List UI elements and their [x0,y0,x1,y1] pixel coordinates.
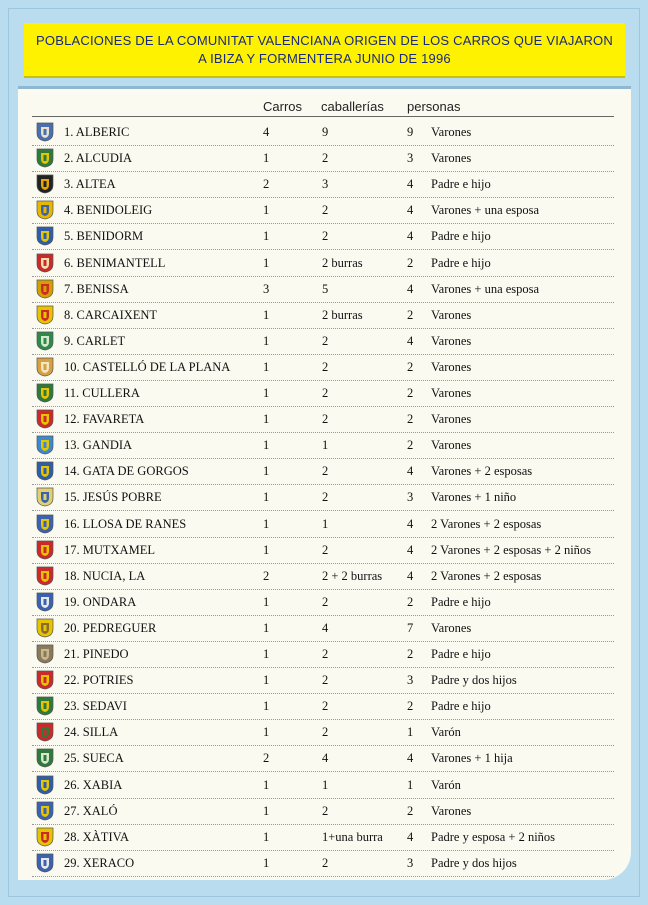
table-row [32,667,614,694]
town-name: 26. XABIA [64,777,123,792]
personas-description: Varones [431,151,472,166]
personas-count: 2 [407,803,414,818]
town-name: 7. BENISSA [64,281,129,296]
carros-count: 1 [263,151,270,166]
carros-count: 1 [263,386,270,400]
personas-count: 3 [407,855,414,870]
carros-count: 1 [263,203,270,218]
town-name: 20. PEDREGUER [64,620,157,635]
table-row [32,171,614,198]
table-row [32,276,614,303]
town-crest-icon [36,592,54,612]
carros-count: 1 [263,699,270,714]
personas-description: Varones + una esposa [431,203,540,218]
town-name: 29. XERACO [64,855,135,870]
town-crest-icon [36,253,54,273]
table-row [32,798,614,825]
town-name: 14. GATA DE GORGOS [64,464,189,479]
table-row [32,250,614,277]
personas-description: 2 Varones + 2 esposas [431,516,542,531]
personas-count: 2 [407,255,414,270]
personas-count: 3 [407,490,414,505]
town-name: 25. SUECA [64,751,124,766]
personas-description: Varones [431,386,472,400]
town-crest-icon [36,122,54,142]
panel-top-border [18,86,631,89]
personas-description: Varones + una esposa [431,281,540,296]
town-name: 6. BENIMANTELL [64,255,166,270]
carros-count: 1 [263,620,270,635]
personas-count: 9 [407,125,414,139]
carros-count: 2 [263,568,270,583]
personas-count: 2 [407,438,414,453]
town-crest-icon [36,331,54,351]
carros-count: 3 [263,281,270,296]
personas-description: 2 Varones + 2 esposas [431,568,542,583]
table-row [32,772,614,799]
town-crest-icon [36,514,54,534]
personas-description: Varones + 2 esposas [431,464,533,479]
personas-count: 2 [407,412,414,427]
personas-description: Padre y dos hijos [431,855,517,870]
town-name: 27. XALÓ [64,803,118,818]
caballerias-count: 2 [322,542,329,557]
personas-count: 4 [407,333,414,348]
personas-description: Varones [431,412,472,427]
town-name: 8. CARCAIXENT [64,307,158,322]
personas-count: 4 [407,464,414,479]
caballerias-count: 1 [322,438,329,453]
carros-count: 1 [263,855,270,870]
town-name: 3. ALTEA [64,177,116,192]
personas-count: 4 [407,568,414,583]
table-row [32,484,614,511]
table-row [32,458,614,485]
table-row [32,380,614,407]
caballerias-count: 5 [322,281,329,296]
caballerias-count: 1+una burra [322,829,383,844]
carros-count: 1 [263,229,270,244]
carros-count: 1 [263,542,270,557]
table-row [32,432,614,459]
table-row [32,850,614,877]
town-name: 12. FAVARETA [64,412,145,427]
town-crest-icon [36,383,54,403]
personas-count: 1 [407,725,414,740]
town-name: 10. CASTELLÓ DE LA PLANA [64,359,231,374]
caballerias-count: 2 [322,725,329,740]
table-row [32,824,614,851]
caballerias-count: 2 burras [322,307,363,322]
personas-description: Padre e hijo [431,699,491,714]
carros-count: 1 [263,464,270,479]
town-crest-icon [36,200,54,220]
caballerias-count: 2 [322,803,329,818]
header-personas: personas [407,99,461,114]
personas-count: 2 [407,307,414,322]
caballerias-count: 2 [322,386,329,400]
personas-count: 2 [407,359,414,374]
personas-description: Padre e hijo [431,255,491,270]
carros-count: 1 [263,490,270,505]
personas-count: 4 [407,229,414,244]
carros-count: 2 [263,751,270,766]
table-row [32,563,614,590]
town-name: 13. GANDIA [64,438,133,453]
caballerias-count: 2 [322,203,329,218]
town-crest-icon [36,748,54,768]
caballerias-count: 2 [322,699,329,714]
table-row [32,589,614,616]
caballerias-count: 2 [322,359,329,374]
town-name: 23. SEDAVI [64,699,127,714]
personas-description: Padre e hijo [431,594,491,609]
personas-description: Varones [431,307,472,322]
personas-count: 4 [407,542,414,557]
town-name: 22. POTRIES [64,673,134,688]
town-name: 19. ONDARA [64,594,137,609]
table-row [32,615,614,642]
town-crest-icon [36,461,54,481]
caballerias-count: 2 + 2 burras [322,568,383,583]
town-name: 4. BENIDOLEIG [64,203,153,218]
personas-count: 2 [407,594,414,609]
town-crest-icon [36,226,54,246]
table-row [32,145,614,172]
header-carros: Carros [263,99,303,114]
town-name: 11. CULLERA [64,386,140,400]
town-crest-icon [36,801,54,821]
caballerias-count: 1 [322,516,329,531]
carros-count: 1 [263,333,270,348]
carros-count: 4 [263,125,270,139]
personas-description: Varones [431,620,472,635]
table-row [32,693,614,720]
caballerias-count: 9 [322,125,329,139]
carros-count: 1 [263,594,270,609]
personas-count: 4 [407,829,414,844]
personas-description: Padre y esposa + 2 niños [431,829,556,844]
header-caballerias: caballerías [321,99,384,114]
caballerias-count: 2 [322,490,329,505]
table-row [32,511,614,538]
table-row [32,537,614,564]
personas-count: 1 [407,777,414,792]
table-row [32,745,614,772]
caballerias-count: 2 [322,594,329,609]
caballerias-count: 2 [322,647,329,661]
personas-description: 2 Varones + 2 esposas + 2 niños [431,542,592,557]
personas-count: 7 [407,620,414,635]
table-row [32,119,614,146]
table-row [32,641,614,668]
personas-description: Padre e hijo [431,229,491,244]
caballerias-count: 2 [322,412,329,427]
header-divider [32,116,614,117]
town-crest-icon [36,853,54,873]
personas-count: 4 [407,177,414,192]
town-crest-icon [36,827,54,847]
personas-description: Varón [431,725,461,740]
carros-count: 1 [263,359,270,374]
caballerias-count: 2 [322,333,329,348]
town-crest-icon [36,696,54,716]
table-row [32,719,614,746]
table-header [0,96,648,116]
table-row [32,302,614,329]
personas-count: 4 [407,516,414,531]
personas-description: Varones [431,438,472,453]
personas-description: Varones [431,333,472,348]
town-crest-icon [36,670,54,690]
town-name: 21. PINEDO [64,647,129,661]
carros-count: 1 [263,673,270,688]
table-row [32,197,614,224]
town-crest-icon [36,409,54,429]
personas-count: 4 [407,203,414,218]
personas-count: 2 [407,386,414,400]
personas-description: Padre e hijo [431,177,491,192]
carros-count: 1 [263,255,270,270]
carros-count: 1 [263,438,270,453]
personas-description: Varones [431,125,472,139]
town-name: 15. JESÚS POBRE [64,490,162,505]
town-crest-icon [36,618,54,638]
carros-count: 1 [263,725,270,740]
town-name: 5. BENIDORM [64,229,144,244]
carros-count: 1 [263,412,270,427]
personas-description: Varones + 1 hija [431,751,513,766]
personas-count: 4 [407,281,414,296]
table-row [32,354,614,381]
caballerias-count: 1 [322,777,329,792]
town-crest-icon [36,722,54,742]
personas-count: 3 [407,151,414,166]
town-crest-icon [36,487,54,507]
town-name: 1. ALBERIC [64,125,130,139]
town-name: 24. SILLA [64,725,119,740]
caballerias-count: 4 [322,620,329,635]
caballerias-count: 2 [322,464,329,479]
personas-count: 2 [407,647,414,661]
table-row [32,328,614,355]
town-crest-icon [36,174,54,194]
page-title [24,23,625,78]
personas-count: 2 [407,699,414,714]
table-row [32,406,614,433]
personas-description: Padre e hijo [431,647,491,661]
caballerias-count: 4 [322,751,329,766]
caballerias-count: 3 [322,177,329,192]
town-name: 2. ALCUDIA [64,151,133,166]
personas-count: 4 [407,751,414,766]
caballerias-count: 2 [322,673,329,688]
carros-count: 1 [263,777,270,792]
caballerias-count: 2 [322,151,329,166]
personas-description: Varón [431,777,461,792]
town-name: 17. MUTXAMEL [64,542,155,557]
town-crest-icon [36,775,54,795]
caballerias-count: 2 burras [322,255,363,270]
personas-description: Padre y dos hijos [431,673,517,688]
town-crest-icon [36,279,54,299]
town-crest-icon [36,644,54,664]
carros-count: 1 [263,803,270,818]
town-crest-icon [36,357,54,377]
caballerias-count: 2 [322,855,329,870]
table-row [32,223,614,250]
town-name: 9. CARLET [64,333,126,348]
town-crest-icon [36,566,54,586]
caballerias-count: 2 [322,229,329,244]
town-name: 18. NUCIA, LA [64,568,146,583]
town-crest-icon [36,435,54,455]
town-crest-icon [36,148,54,168]
town-name: 16. LLOSA DE RANES [64,516,187,531]
carros-count: 1 [263,307,270,322]
personas-count: 3 [407,673,414,688]
carros-count: 2 [263,177,270,192]
carros-count: 1 [263,829,270,844]
title-line-1: POBLACIONES DE LA COMUNITAT VALENCIANA ORIGEN DE LOS CARROS QUE VIAJARON [36,32,613,48]
town-crest-icon [36,305,54,325]
carros-count: 1 [263,647,270,661]
town-name: 28. XÀTIVA [64,829,130,844]
carros-count: 1 [263,516,270,531]
title-line-2: A IBIZA Y FORMENTERA JUNIO DE 1996 [198,50,451,66]
personas-description: Varones [431,359,472,374]
personas-description: Varones [431,803,472,818]
personas-description: Varones + 1 niño [431,490,517,505]
town-crest-icon [36,540,54,560]
